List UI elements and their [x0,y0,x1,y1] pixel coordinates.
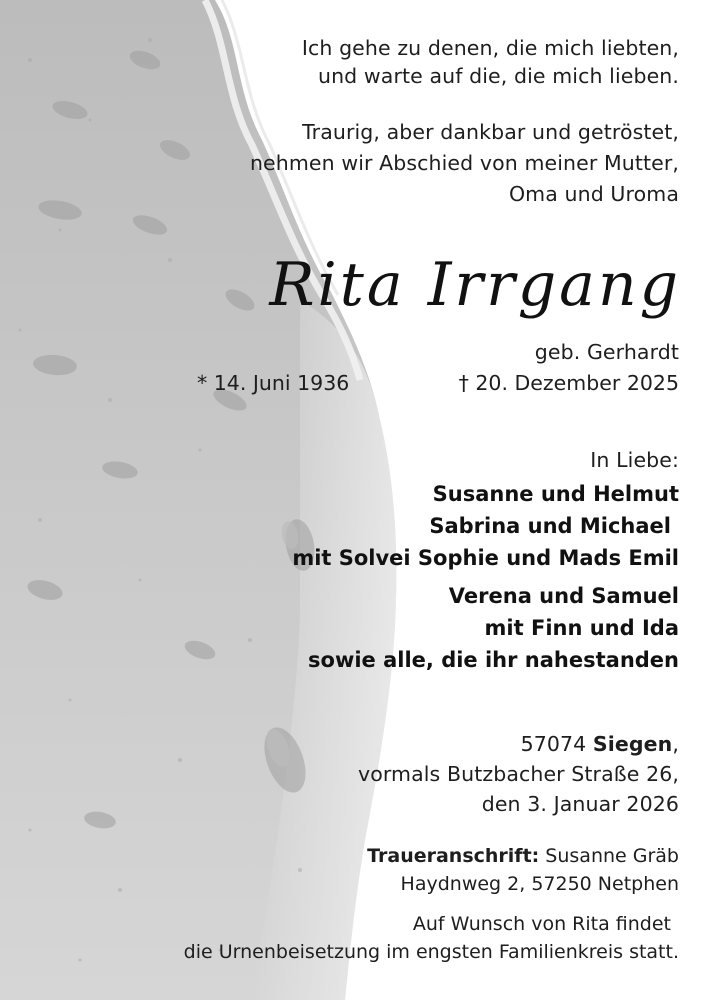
notice-line-1: Auf Wunsch von Rita findet [412,913,671,935]
city: Siegen [592,732,673,756]
notice-date: den 3. Januar 2026 [481,792,679,816]
mourner-line-6: sowie alle, die ihr nahestanden [308,648,679,672]
contact-label: Traueranschrift: [367,845,540,867]
quote-line-1: Ich gehe zu denen, die mich liebten, [301,36,679,60]
mourner-line-4: Verena und Samuel [448,584,679,608]
mourner-line-2: Sabrina und Michael [429,514,671,538]
quote-line-2: und warte auf die, die mich lieben. [318,64,679,88]
notice-line-2: die Urnenbeisetzung im engsten Familienkreis statt. [183,941,679,963]
birth-date: * 14. Juni 1936 [197,371,350,395]
intro-line-1: Traurig, aber dankbar und getröstet, [302,120,679,144]
mourner-line-1: Susanne und Helmut [432,482,679,506]
death-date: † 20. Dezember 2025 [458,371,679,395]
mourner-line-5: mit Finn und Ida [484,616,679,640]
place-comma: , [672,732,679,756]
place-line [521,730,679,759]
contact-address: Haydnweg 2, 57250 Netphen [400,873,679,895]
intro-line-3: Oma und Uroma [508,182,679,206]
deceased-name: Rita Irrgang [269,250,681,320]
maiden-name: geb. Gerhardt [534,340,679,364]
contact-name: Susanne Gräb [545,845,679,867]
contact-line [367,842,679,870]
mourner-line-3: mit Solvei Sophie und Mads Emil [292,546,679,570]
intro-line-2: nehmen wir Abschied von meiner Mutter, [249,151,679,175]
former-address: vormals Butzbacher Straße 26, [357,762,679,786]
postcode: 57074 [520,732,587,756]
life-dates [0,371,721,401]
mourners-heading: In Liebe: [590,448,679,472]
